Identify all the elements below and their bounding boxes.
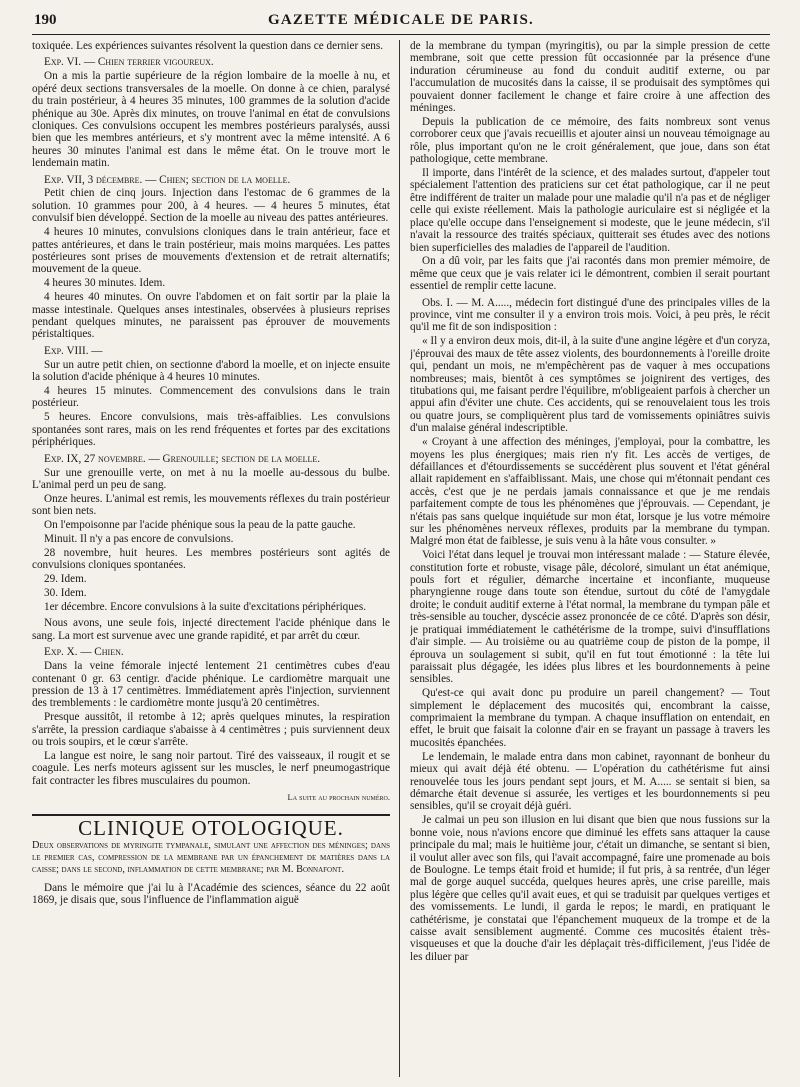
exp8-paragraph: 5 heures. Encore convulsions, mais très-affaiblies. Les convulsions spontanées sont rares, mais on les rend fréquentes et fortes par des excitations périphériques. <box>32 411 390 449</box>
exp9-paragraph: Sur une grenouille verte, on met à nu la moelle au-dessous du bulbe. L'animal perd un peu de sang. <box>32 466 390 491</box>
exp10-paragraph: Dans la veine fémorale injecté lentement 21 centimètres cubes d'eau contenant 0 gr. 63 centigr. d'acide phénique. Le cardiomètre marquait une pression de 13 à 17 centimètres. Immédiatement après l'injection, surviennent des tremblements : le cardiomètre monte jusqu'à 20 centimètres. <box>32 660 390 710</box>
article-paragraph: Le lendemain, le malade entra dans mon cabinet, rayonnant de bonheur du mieux qui avait déjà été obtenu. — L'opération du cathétérisme fut ainsi renouvelée tous les jours pendant sept jours, et M. A..... se sentait si bien, sa démarche était devenue si assurée, les vertiges et les bourdonnements si peu sensibles, qu'il se croyait déjà guéri. <box>410 750 770 813</box>
article-paragraph: Il importe, dans l'intérêt de la science, et des malades surtout, d'appeler tout spécialement l'attention des praticiens sur cet état pathologique, car il ne peut être indifférent de traiter un malade pour une maladie qu'il n'a pas et de négliger celle qui existe réellement. Mais la pathologie auriculaire est si négligée et la place qu'elle occupe dans l'enseignement si modeste, que le jeune médecin, s'il n'avait la ressource des traités spéciaux, quitterait ses études avec des notions bien superficielles des maladies de l'appareil de l'audition. <box>410 167 770 254</box>
article-paragraph: de la membrane du tympan (myringitis), ou par la simple pression de cette membrane, soit que cette pression fût occasionnée par la présence d'une induration cérumineuse au fond du conduit auditif externe, ou par l'accumulation de mucosités dans la caisse, il se produisait des symptômes qui pouvaient donner facilement le change et faire croire à une affection des méninges. <box>410 40 770 115</box>
exp7-paragraph: 4 heures 10 minutes, convulsions cloniques dans le train antérieur, face et pattes antérieures, et dans le train postérieur, mais moins marquées. Les pattes postérieures sont prises de mouvements d'extension et de retrait alternatifs; mouvement de la queue. <box>32 226 390 276</box>
continuation-note: La suite au prochain numéro. <box>287 792 390 803</box>
article-paragraph: Voici l'état dans lequel je trouvai mon intéressant malade : — Stature élevée, constitution forte et robuste, visage pâle, décoloré, simulant un état anémique, pouls fort et régulier, démarche incertaine et inconfiante, muqueuse pharyngienne rouge dans toute son étendue, surtout du côté de l'amygdale droite; le conduit auditif externe à l'état normal, la membrane du tympan pâle et très-sensible au toucher, dyscécie assez prononcée de ce côté. D'après son désir, je pratiquai immédiatement le cathétérisme de la trompe, suivi d'insufflations d'air simple. — Au troisième ou au quatrième coup de piston de la pompe, il éprouva un soulagement si subit, qu'il en fut tout émotionné : la tête lui paraissait plus dégagée, les idées plus libres et les bourdonnements à peine sensibles. <box>410 549 770 686</box>
exp7-paragraph: Petit chien de cinq jours. Injection dans l'estomac de 6 grammes de la solution. 10 grammes pour 200, à 4 heures. — 4 heures 5 minutes, état convulsif bien développé. Section de la moelle au niveau des pattes antérieures. <box>32 187 390 225</box>
exp6-title: Exp. VI. — Chien terrier vigoureux. <box>44 56 214 69</box>
exp9-paragraph: 30. Idem. <box>44 587 87 600</box>
section-title: CLINIQUE OTOLOGIQUE. <box>32 814 390 834</box>
column-divider <box>399 40 400 1077</box>
exp10-paragraph: Presque aussitôt, il retombe à 12; après quelques minutes, la respiration s'arrête, la pression cardiaque s'abaisse à 4 centimètres ; puis surviennent deux ou trois soupirs, et le cœur s'arrête. <box>32 711 390 749</box>
exp8-title: Exp. VIII. — <box>44 344 103 357</box>
closing-paragraph: Dans le mémoire que j'ai lu à l'Académie des sciences, séance du 22 août 1869, je disais que, sous l'influence de l'inflammation aiguë <box>32 882 390 907</box>
exp8-paragraph: Sur un autre petit chien, on sectionne d'abord la moelle, et on injecte ensuite la solution d'acide phénique à 4 heures 10 minutes. <box>32 358 390 384</box>
exp9-paragraph: 29. Idem. <box>44 573 87 586</box>
exp10-paragraph: La langue est noire, le sang noir partout. Tiré des vaisseaux, il rougit et se coagule. Les nerfs moteurs agissent sur les muscles, le nerf pneumogastrique fait contracter les fibres musculaires du poumon. <box>32 750 390 787</box>
article-paragraph: « Croyant à une affection des méninges, j'employai, pour la combattre, les moyens les plus énergiques; mais rien n'y fit. Les accès de vertiges, de défaillances et d'étourdissements se succédèrent plus souvent et l'état général allait rapidement en s'affaiblissant. Mais, une chose qui m'étonnait pendant ces accès, c'est que je ne perdais jamais connaissance et que je me rendais parfaitement compte de tous les phénomènes que j'éprouvais. — Cependant, je n'étais pas sans quelque inquiétude sur mon état, lorsque je lus votre mémoire sur les phénomènes nerveux réflexes, produits par la membrane du tympan. Malgré mon état de faiblesse, je suis venu à la hâte vous consulter. » <box>410 436 770 548</box>
exp7-paragraph: 4 heures 30 minutes. Idem. <box>44 277 166 290</box>
article-paragraph: On a dû voir, par les faits que j'ai racontés dans mon premier mémoire, de même que ceux que je vais relater ici le démontrent, combien il serait pourtant essentiel de remplir cette lacune. <box>410 255 770 293</box>
exp9-paragraph: 1er décembre. Encore convulsions à la suite d'excitations périphériques. <box>44 601 366 614</box>
exp8-paragraph: 4 heures 15 minutes. Commencement des convulsions dans le train postérieur. <box>32 385 390 410</box>
article-paragraph: Qu'est-ce qui avait donc pu produire un pareil changement? — Tout simplement le déplacement des mucosités qui, encombrant la caisse, comprimaient la membrane du tympan. A chaque insufflation on entendait, en effet, le bruit que faisait la colonne d'air en se frayant un passage à travers les mucosités épanchées. <box>410 687 770 749</box>
section-subtitle: Deux observations de myringite tympanale, simulant une affection des méninges; dans le premier cas, compression de la membrane par un épanchement de matières dans la caisse; dans le second, inflammation de cette membrane; par M. Bonnafont. <box>32 840 390 876</box>
page-number: 190 <box>34 12 57 28</box>
article-paragraph: « Il y a environ deux mois, dit-il, à la suite d'une angine légère et d'un coryza, j'éprouvai des maux de tête assez violents, des bourdonnements à l'oreille droite qui, pendant un mois, ne m'empêchèrent pas de vaquer à mes occupations nombreuses; mais, bientôt à ces symptômes se joignirent des vertiges, des titubations qui, me faisant perdre l'équilibre, m'obligeaient parfois à chercher un appui afin d'éviter une chute. Ces accidents, qui se renouvelaient tous les trois ou quatre jours, se compliquèrent plus tard de vomissements opiniâtres suivis d'un malaise général indescriptible. <box>410 335 770 435</box>
left-column <box>32 40 390 1079</box>
page-header <box>32 10 770 35</box>
exp7-title: Exp. VII, 3 décembre. — Chien; section de la moelle. <box>44 173 291 186</box>
exp9-title: Exp. IX, 27 novembre. — Grenouille; section de la moelle. <box>44 452 321 465</box>
exp7-paragraph: 4 heures 40 minutes. On ouvre l'abdomen et on fait sortir par la plaie la masse intestinale. Quelques anses intestinales, observées à plusieurs reprises pendant quelques minutes, ne paraissent pas éprouver de mouvements péristaltiques. <box>32 291 390 341</box>
journal-title: GAZETTE MÉDICALE DE PARIS. <box>268 12 534 28</box>
exp6-text: On a mis la partie supérieure de la région lombaire de la moelle à nu, et opéré deux sections transversales de la moelle. On donne à ce chien, paralysé du train postérieur, à 4 heures 35 minutes, 100 grammes de la solution d'acide phénique au 30e. Après dix minutes, on trouve l'animal en état de convulsions cloniques. Ces convulsions occupent les membres postérieurs paralysés, aussi bien que les membres antérieurs, et s'y montrent avec la même intensité. A 6 heures 30 minutes l'animal est dans le même état. On le trouve mort le lendemain matin. <box>32 70 390 170</box>
article-paragraph: Je calmai un peu son illusion en lui disant que bien que nous fussions sur la bonne voie, nous n'avions encore que diminué les effets sans attaquer la cause principale du mal; mais le huitième jour, c'était un dimanche, se sentant si bien, il voulut aller avec son fils, qui l'avait accompagné, faire une promenade au bois de Boulogne. Le temps était froid et humide; il fut pris, à sa rentrée, d'un léger mal de gorge auquel succéda, quelques heures après, une crise pareille, mais plus légère que celles qu'il avait eues, et qui se traduisit par quelques vertiges et des vomissements. Le lundi, il garda le repos; le mardi, en pratiquant le cathétérisme, je constatai que l'épanchement muqueux de la trompe et de la caisse avait sensiblement augmenté. Comme ces mucosités étaient très-visqueuses et que la douche d'air les déplaçait très-difficilement, j'eus l'idée de les diluer par <box>410 814 770 963</box>
article-paragraph: Depuis la publication de ce mémoire, des faits nombreux sont venus corroborer ceux que j'avais recueillis et ajouter ainsi un nouveau témoignage au rôle, plus important qu'on ne le croit généralement, que joue, dans son état pathologique, cette membrane. <box>410 115 770 166</box>
exp9-paragraph: On l'empoisonne par l'acide phénique sous la peau de la patte gauche. <box>44 519 356 532</box>
conclusion-paragraph: Nous avons, une seule fois, injecté directement l'acide phénique dans le sang. La mort est survenue avec une grande rapidité, et par arrêt du cœur. <box>32 617 390 642</box>
observation-intro: Obs. I. — M. A....., médecin fort distingué d'une des principales villes de la province, vint me consulter il y a environ trois mois. Voici, à peu près, le récit qu'il me fit de son indisposition : <box>410 296 770 334</box>
exp9-paragraph: Onze heures. L'animal est remis, les mouvements réflexes du train postérieur sont bien nets. <box>32 492 390 518</box>
intro-paragraph: toxiquée. Les expériences suivantes résolvent la question dans ce dernier sens. <box>32 40 384 52</box>
exp9-paragraph: 28 novembre, huit heures. Les membres postérieurs sont agités de convulsions cloniques spontanées. <box>32 546 390 572</box>
exp10-title: Exp. X. — Chien. <box>44 646 124 659</box>
right-column <box>410 40 770 1079</box>
exp9-paragraph: Minuit. Il n'y a pas encore de convulsions. <box>44 533 234 546</box>
